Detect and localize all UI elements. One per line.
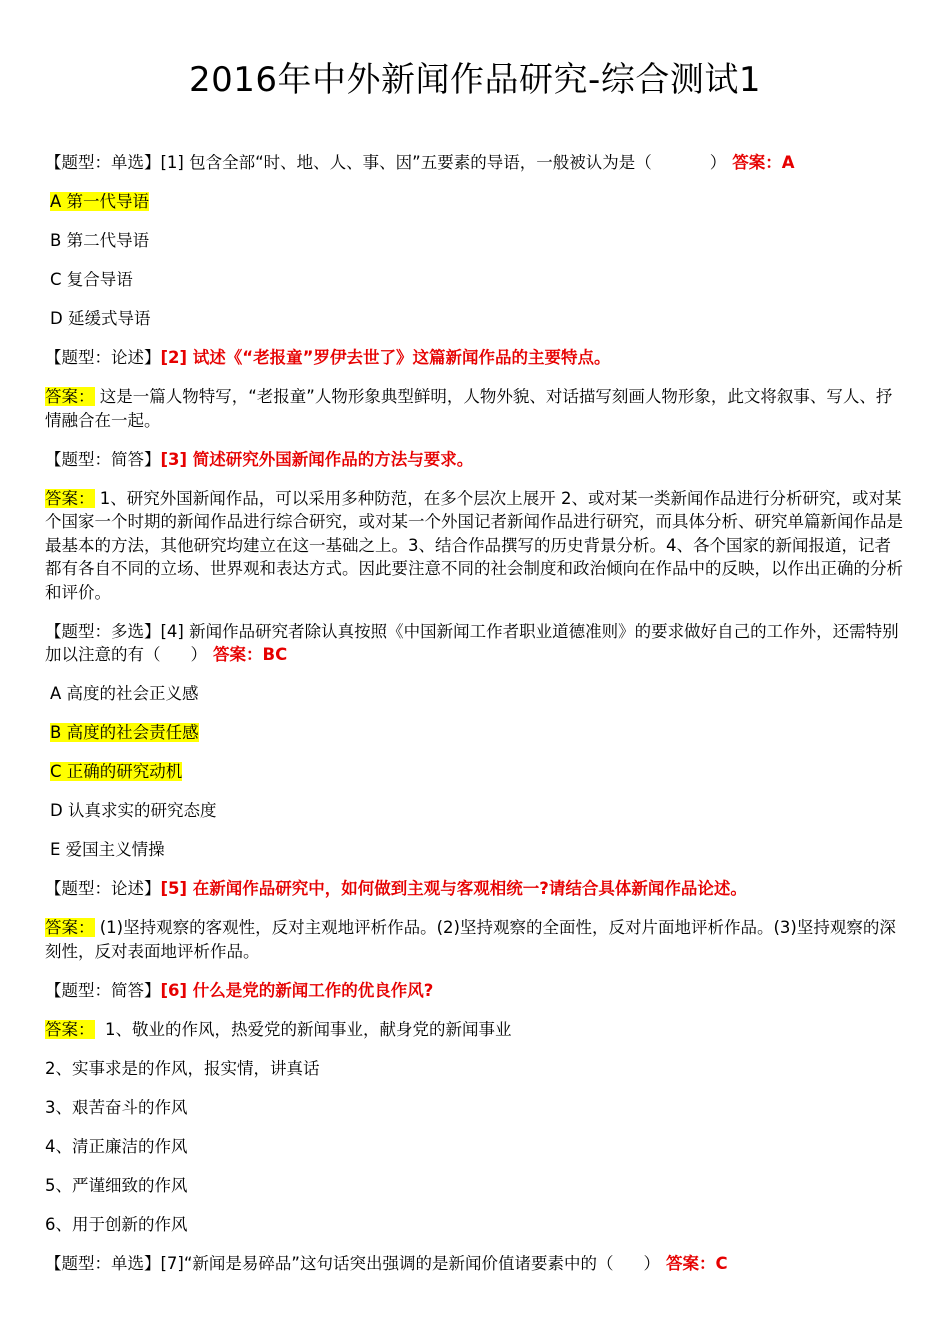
option-text: A 高度的社会正义感 (50, 684, 199, 703)
question-type: 【题型：简答】 (45, 449, 161, 469)
option-e (50, 838, 907, 862)
question-1 (45, 151, 907, 175)
answer-label: 答案： (665, 1253, 716, 1273)
question-number: [4] (160, 621, 184, 641)
option-c (50, 760, 907, 784)
answer-label: 答案： (213, 645, 263, 664)
answer-6-item (45, 1057, 907, 1081)
question-4 (45, 620, 907, 667)
question-6 (45, 979, 907, 1003)
document-title: 2016年中外新闻作品研究-综合测试1 (189, 60, 761, 100)
answer-label: 答案： (45, 488, 95, 508)
question-3 (45, 448, 907, 472)
option-text: E 爱国主义情操 (50, 840, 165, 859)
question-type: 【题型：论述】 (45, 879, 161, 898)
answer-item-text: 4、清正廉洁的作风 (45, 1136, 188, 1156)
question-close-paren: ） (709, 153, 727, 172)
answer-text: 1、敬业的作风，热爱党的新闻事业，献身党的新闻事业 (105, 1019, 512, 1039)
answer-6-item (45, 1096, 907, 1120)
question-text: 包含全部“时、地、人、事、因”五要素的导语，一般被认为是（ (189, 153, 652, 172)
answer-label: 答案： (732, 153, 782, 172)
answer-label: 答案： (45, 918, 95, 937)
answer-item-text: 2、实事求是的作风，报实情，讲真话 (45, 1058, 320, 1078)
answer-label: 答案： (45, 1019, 95, 1039)
option-text: D 延缓式导语 (50, 309, 151, 328)
question-type: 【题型：单选】 (45, 153, 161, 172)
question-text: [2] 试述《“老报童”罗伊去世了》这篇新闻作品的主要特点。 (160, 348, 611, 367)
answer-6-item (45, 1213, 907, 1237)
question-text: 新闻作品研究者除认真按照《中国新闻工作者职业道德准则》的要求做好自己的工作外，还需特别加以注意的有（ (45, 621, 899, 664)
question-number: [1] (160, 153, 184, 172)
question-type: 【题型：论述】 (45, 348, 161, 367)
answer-6-item (45, 1135, 907, 1159)
question-5 (45, 877, 907, 901)
answer-6 (45, 1018, 907, 1042)
question-text: “新闻是易碎品”这句话突出强调的是新闻价值诸要素中的（ (183, 1253, 614, 1273)
question-2 (45, 346, 907, 370)
answer-text: 1、研究外国新闻作品，可以采用多种防范，在多个层次上展开 2、或对某一类新闻作品进行分析研究，或对某个国家一个时期的新闻作品进行综合研究，或对某一个外国记者新闻作品进行研究，而具体分析、研究单篇新闻作品是最基本的方法，其他研究均建立在这一基础之上。3、结合作品撰写的历史背景分析。4、各个国家的新闻报道，记者都有各自不同的立场、世界观和表达方式。因此要注意不同的社会制度和政治倾向在作品中的反映，以作出正确的分析和评价。 (45, 488, 903, 602)
option-text-correct: A 第一代导语 (50, 192, 150, 211)
option-text: D 认真求实的研究态度 (50, 801, 217, 820)
answer-item-text: 3、艰苦奋斗的作风 (45, 1097, 188, 1117)
answer-3 (45, 487, 907, 605)
option-b (50, 229, 907, 253)
question-close-paren: ） (190, 645, 207, 664)
question-close-paren: ） (643, 1253, 660, 1273)
answer-value: C (715, 1253, 728, 1273)
answer-item-text: 6、用于创新的作风 (45, 1214, 188, 1234)
option-text-correct: C 正确的研究动机 (50, 762, 183, 781)
document-body (45, 151, 907, 1291)
question-text: [3] 简述研究外国新闻作品的方法与要求。 (160, 449, 474, 469)
answer-2 (45, 385, 907, 432)
option-a (50, 682, 907, 706)
answer-text: 这是一篇人物特写，“老报童”人物形象典型鲜明，人物外貌、对话描写刻画人物形象，此文将叙事、写人、抒情融合在一起。 (45, 387, 893, 430)
answer-text: (1)坚持观察的客观性，反对主观地评析作品。(2)坚持观察的全面性，反对片面地评析作品。(3)坚持观察的深刻性，反对表面地评析作品。 (45, 918, 896, 961)
option-d (50, 799, 907, 823)
option-text: B 第二代导语 (50, 231, 150, 250)
option-text: C 复合导语 (50, 270, 133, 289)
answer-6-item (45, 1174, 907, 1198)
question-type: 【题型：多选】 (45, 621, 161, 641)
question-text: [5] 在新闻作品研究中，如何做到主观与客观相统一?请结合具体新闻作品论述。 (160, 879, 747, 898)
answer-5 (45, 916, 907, 963)
option-text-correct: B 高度的社会责任感 (50, 723, 199, 742)
option-c (50, 268, 907, 292)
option-b (50, 721, 907, 745)
answer-value: A (781, 153, 795, 172)
question-7 (45, 1252, 907, 1276)
question-text: [6] 什么是党的新闻工作的优良作风? (160, 980, 434, 1000)
answer-value: BC (262, 645, 288, 664)
question-type: 【题型：简答】 (45, 980, 161, 1000)
answer-label: 答案： (45, 387, 95, 406)
question-type: 【题型：单选】 (45, 1253, 161, 1273)
option-a (50, 190, 907, 214)
question-number: [7] (160, 1253, 184, 1273)
answer-item-text: 5、严谨细致的作风 (45, 1175, 188, 1195)
option-d (50, 307, 907, 331)
